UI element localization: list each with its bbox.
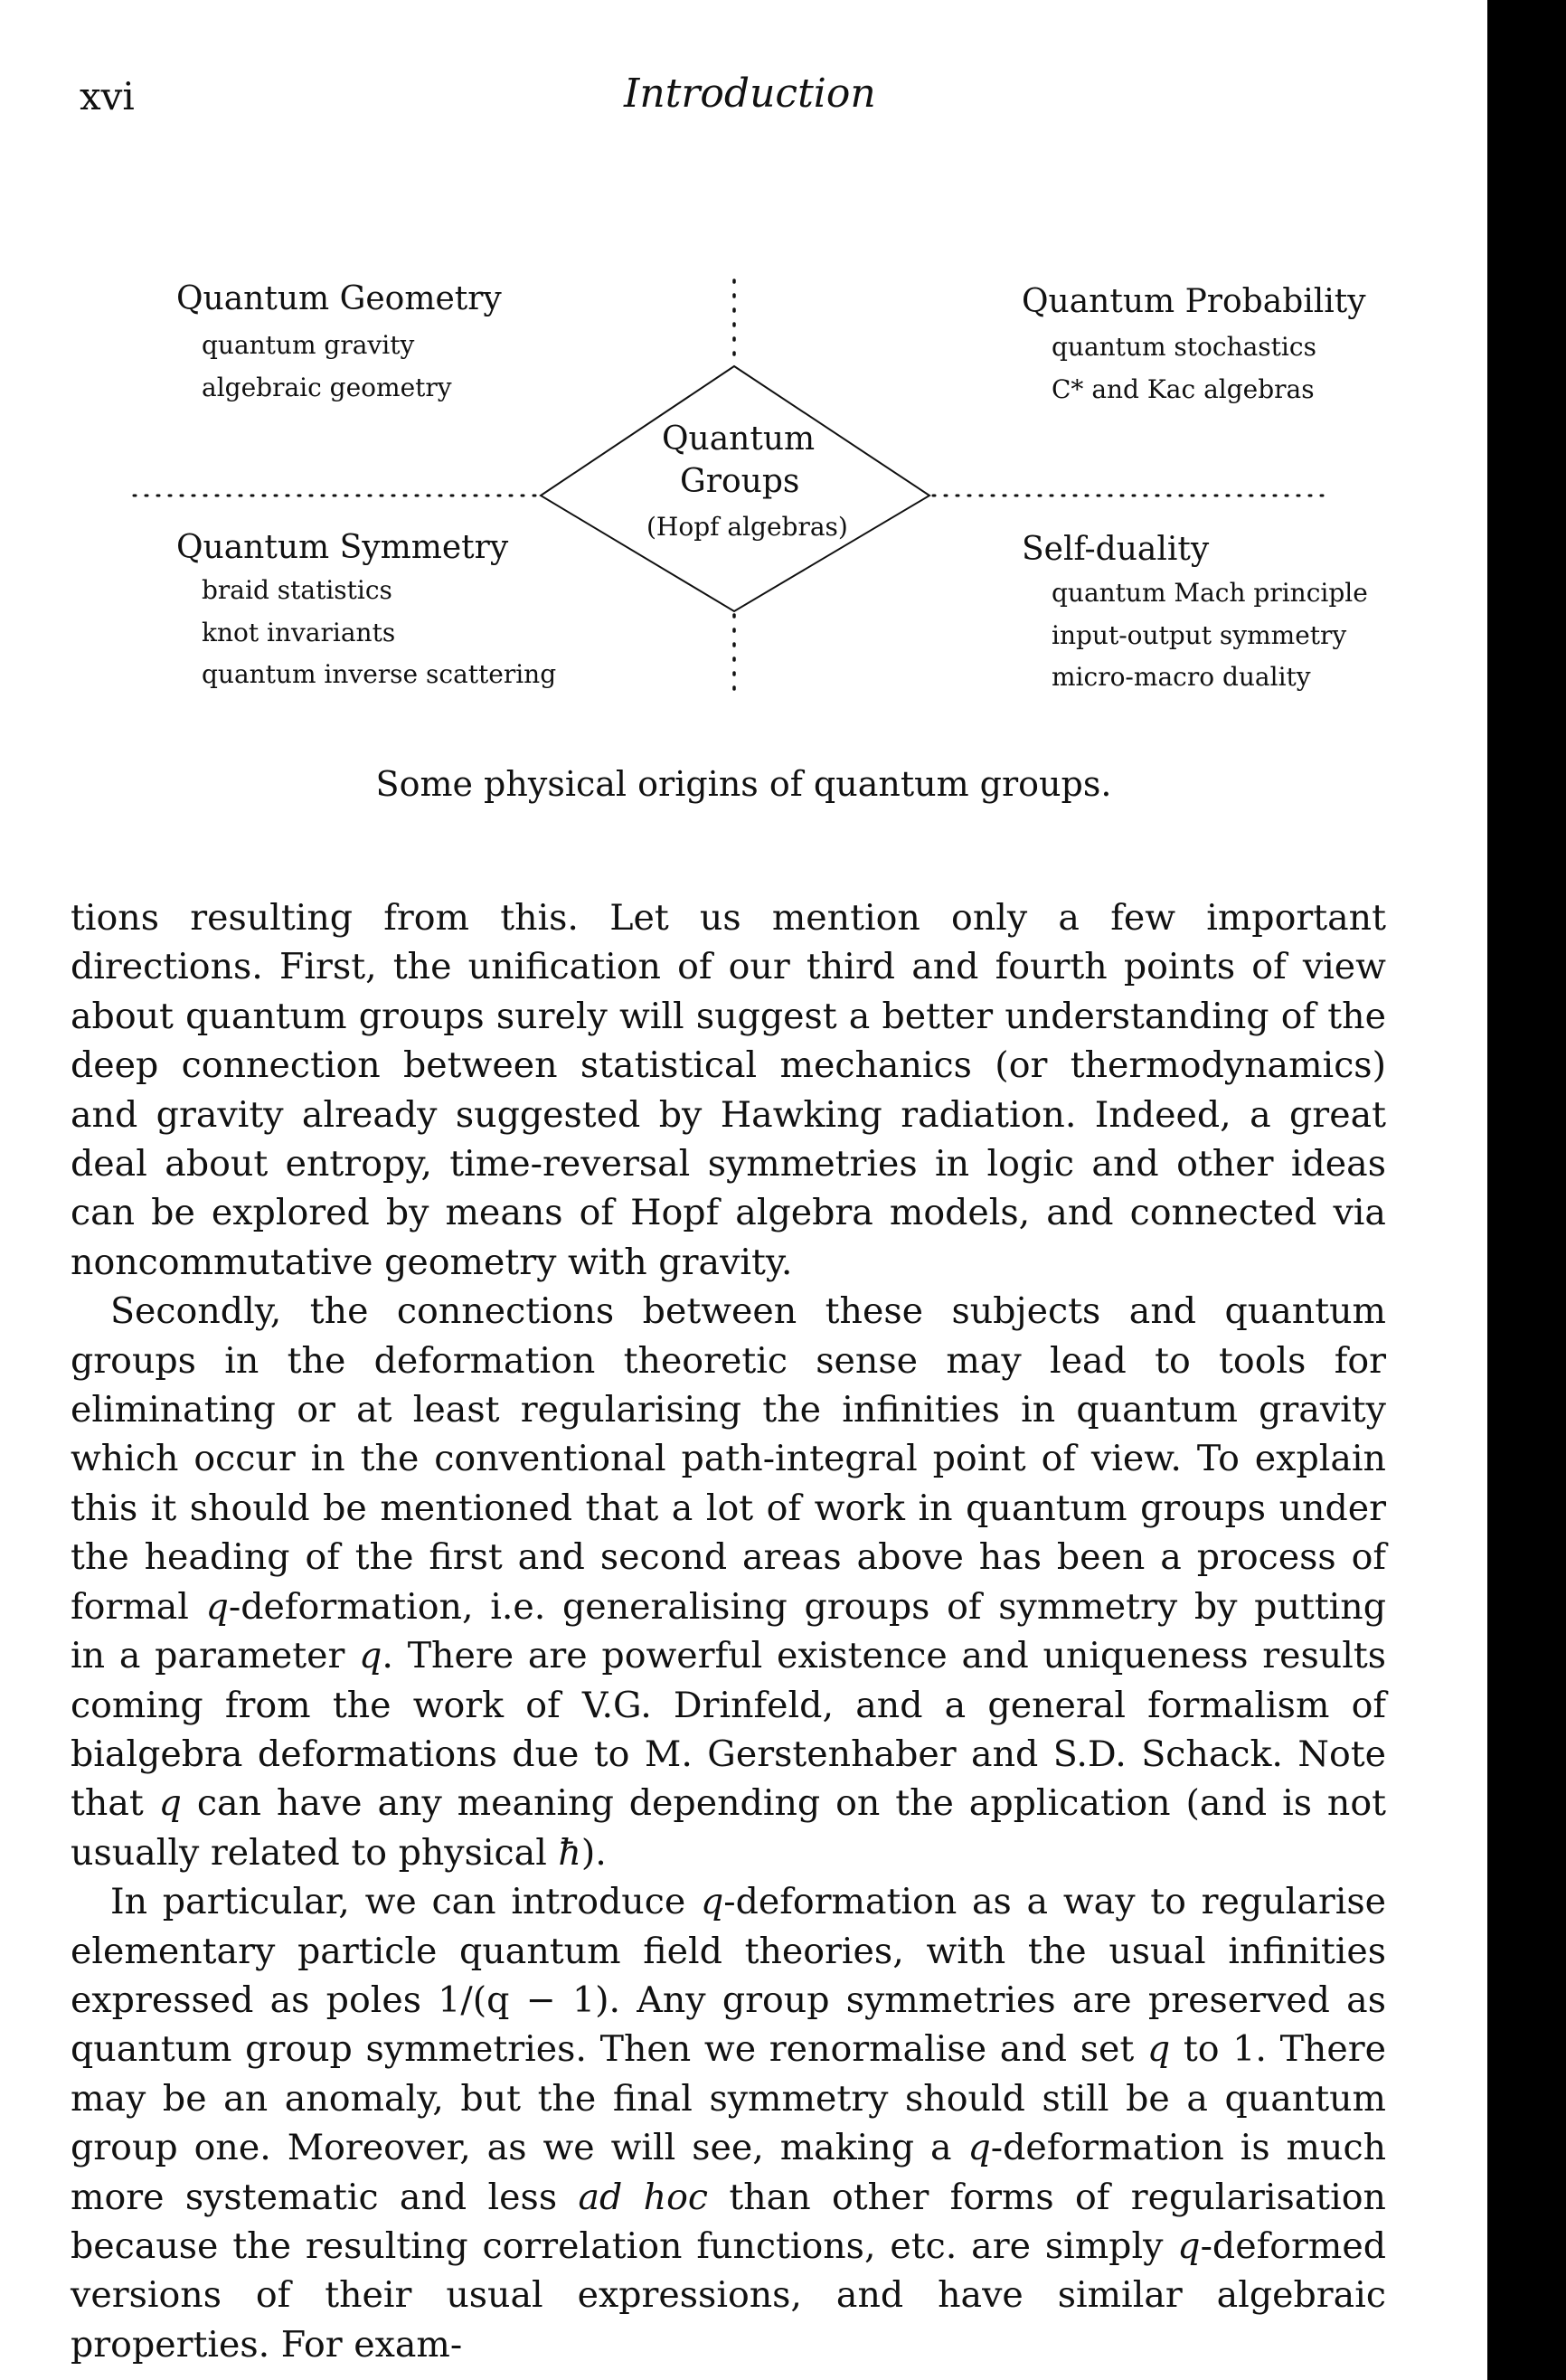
paragraph-text: can have any meaning depending on the application (and is not usually related to physical: [71, 1782, 1386, 1874]
quantum-geometry-title: Quantum Geometry: [176, 280, 502, 317]
paragraph-text: -deformation, i.e. generalising groups of symmetry by putting in a parameter: [71, 1585, 1386, 1677]
paragraph-2: [71, 1287, 1386, 1877]
ad-hoc-italic: ad hoc: [578, 2176, 708, 2218]
paragraph-text: tions resulting from this. Let us mention only a few important directions. First, the unification of our third and fourth points of view about quantum groups surely will suggest a better understanding of the deep connection between statistical mechanics (or thermodynamics) and gravity already suggested by Hawking radiation. Indeed, a great deal about entropy, time-reversal symmetries in logic and other ideas can be explored by means of Hopf algebra models, and connected via noncommutative geometry with gravity.: [71, 897, 1386, 1283]
center-label-line2: Groups: [680, 463, 800, 500]
paragraph-text: . Any group symmetries are preserved as quantum group symmetries. Then we renormalise and set: [71, 1979, 1387, 2071]
quantum-symmetry-item: quantum inverse scattering: [202, 659, 557, 689]
center-label-line3: (Hopf algebras): [646, 512, 848, 542]
math-q: q: [158, 1782, 182, 1825]
math-q: q: [1177, 2224, 1201, 2267]
paragraph-text: Secondly, the connections between these subjects and quantum groups in the deformation theoretic sense may lead to tools for eliminating or at least regularising the infinities in quantum gravity which occur in the conventional path-integral point of view. To explain this it should be mentioned that a lot of work in quantum groups under the heading of the first and second areas above has been a process of formal: [71, 1290, 1386, 1628]
quantum-geometry-item: algebraic geometry: [202, 373, 452, 402]
quantum-symmetry-item: braid statistics: [202, 575, 392, 605]
paragraph-1: [71, 893, 1386, 1287]
quantum-groups-diagram: [0, 0, 1487, 723]
body-text: [71, 893, 1386, 2369]
quantum-symmetry-item: knot invariants: [202, 618, 396, 647]
quantum-symmetry-title: Quantum Symmetry: [176, 529, 509, 566]
math-hbar: ħ: [558, 1831, 581, 1874]
paragraph-text: than other forms of regularisation because the resulting correlation functions, etc. are simply: [71, 2176, 1387, 2267]
self-duality-item: quantum Mach principle: [1052, 578, 1368, 608]
scan-edge-bar: [1487, 0, 1566, 2380]
paragraph-text: -deformation is much more systematic and less: [71, 2127, 1387, 2218]
math-q: q: [967, 2127, 991, 2169]
center-label-line1: Quantum: [662, 420, 816, 458]
math-q: q: [205, 1585, 229, 1628]
running-title: Introduction: [624, 71, 876, 117]
quantum-geometry-item: quantum gravity: [202, 330, 415, 360]
self-duality-item: micro-macro duality: [1052, 662, 1311, 692]
paragraph-text: to 1. There may be an anomaly, but the final symmetry should still be a quantum group one. Moreover, as we will see, making a: [71, 2028, 1386, 2169]
paragraph-text: ).: [580, 1831, 607, 1874]
figure-caption: Some physical origins of quantum groups.: [375, 764, 1112, 804]
math-q: q: [359, 1635, 382, 1677]
paragraph-text: In particular, we can introduce: [110, 1881, 701, 1923]
diagram-lines: [0, 0, 1487, 723]
quantum-probability-item: C* and Kac algebras: [1052, 374, 1315, 404]
self-duality-item: input-output symmetry: [1052, 620, 1347, 650]
page-number: xvi: [80, 74, 135, 118]
math-pole-expression: 1/(q − 1): [438, 1979, 609, 2021]
self-duality-title: Self-duality: [1022, 531, 1210, 568]
paragraph-text: -deformation as a way to regularise elementary particle quantum field theories, with the usual infinities expressed as poles: [71, 1881, 1386, 2021]
paragraph-3: [71, 1877, 1386, 2369]
math-q: q: [1146, 2028, 1171, 2071]
math-q: q: [700, 1881, 724, 1923]
paragraph-text: -deformed versions of their usual expressions, and have similar algebraic properties. For exam-: [71, 2224, 1386, 2366]
quantum-probability-item: quantum stochastics: [1052, 332, 1316, 362]
paragraph-text: . There are powerful existence and uniqueness results coming from the work of V.G. Drinfeld, and a general formalism of bialgebra deformations due to M. Gerstenhaber and S.D. Schack. Note that: [71, 1635, 1386, 1825]
quantum-probability-title: Quantum Probability: [1022, 283, 1366, 320]
